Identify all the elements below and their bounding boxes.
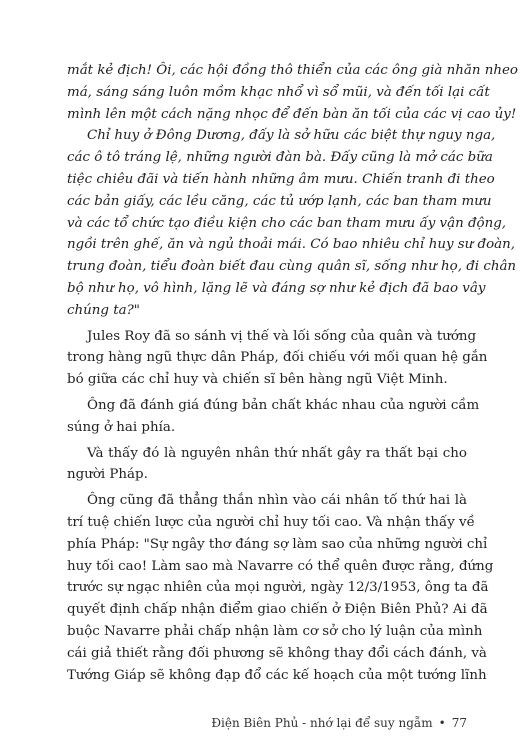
paragraph: [67, 490, 494, 686]
page-footer: [211, 716, 467, 730]
text-line: người Pháp.: [67, 467, 148, 483]
text-line: Chỉ huy ở Đông Dương, đấy là sở hữu các biệt thự nguy nga,: [87, 128, 496, 144]
running-title: Điện Biên Phủ - nhớ lại để suy ngẫm: [211, 716, 433, 730]
text-line: tiệc chiêu đãi và tiến hành những âm mưu. Chiến tranh đi theo: [67, 171, 495, 187]
text-line: quyết định chấp nhận điểm giao chiến ở Điện Biên Phủ? Ai đã: [67, 602, 488, 618]
text-line: mình lên một cách nặng nhọc để đến bàn ăn tối của các vị cao ủy!: [67, 106, 517, 122]
text-line: Ông đã đánh giá đúng bản chất khác nhau của người cầm: [87, 397, 480, 413]
text-line: chúng ta?": [67, 302, 140, 318]
text-line: trung đoàn, tiểu đoàn biết đau cùng quân sĩ, sống như họ, đi chân: [67, 259, 517, 275]
text-line: phía Pháp: "Sự ngây thơ đáng sợ làm sao của những người chỉ: [67, 536, 488, 552]
text-line: trí tuệ chiến lược của người chỉ huy tối cao. Và nhận thấy về: [67, 514, 475, 530]
page-number: 77: [451, 716, 467, 730]
text-line: Ông cũng đã thẳng thắn nhìn vào cái nhân tố thứ hai là: [87, 493, 467, 509]
text-line: mắt kẻ địch! Ôi, các hội đồng thô thiển của các ông già nhăn nheo: [67, 63, 518, 78]
paragraph: [67, 125, 517, 321]
text-line: Và thấy đó là nguyên nhân thứ nhất gây ra thất bại cho: [87, 445, 467, 461]
text-line: trước sự ngạc nhiên của mọi người, ngày 12/3/1953, ông ta đã: [67, 580, 489, 596]
text-line: và các tổ chức tạo điều kiện cho các ban tham mưu ấy vận động,: [67, 215, 507, 231]
body-text: [67, 60, 518, 686]
text-line: bó giữa các chỉ huy và chiến sĩ bên hàng ngũ Việt Minh.: [67, 372, 448, 388]
text-line: cái giả thiết rằng đối phương sẽ không thay đổi cách đánh, và: [67, 645, 487, 661]
text-line: bộ như họ, vô hình, lặng lẽ và đáng sợ như kẻ địch đã bao vây: [67, 280, 486, 296]
paragraph: [67, 443, 467, 487]
text-line: súng ở hai phía.: [67, 419, 176, 435]
text-line: buộc Navarre phải chấp nhận làm cơ sở cho lý luận của mình: [67, 623, 483, 639]
paragraph: [67, 326, 488, 391]
footer-separator: •: [438, 716, 446, 730]
paragraph: [67, 395, 480, 439]
text-line: Jules Roy đã so sánh vị thế và lối sống của quân và tướng: [87, 328, 477, 344]
text-line: huy tối cao! Làm sao mà Navarre có thể quên được rằng, đứng: [67, 558, 494, 574]
text-line: các bản giấy, các lều căng, các tủ ướp lạnh, các ban tham mưu: [67, 193, 492, 209]
text-line: Tướng Giáp sẽ không đạp đổ các kế hoạch của một tướng lĩnh: [67, 667, 487, 683]
text-line: ngồi trên ghế, ăn và ngủ thoải mái. Có bao nhiêu chỉ huy sư đoàn,: [67, 237, 516, 253]
text-line: trong hàng ngũ thực dân Pháp, đối chiếu với mối quan hệ gắn: [67, 350, 488, 366]
text-line: má, sáng sáng luôn mồm khạc nhổ vì sổ mũi, và đến tối lại cất: [67, 84, 490, 100]
text-line: các ô tô tráng lệ, những người đàn bà. Đấy cũng là mở các bữa: [67, 150, 493, 166]
paragraph: [67, 60, 518, 125]
